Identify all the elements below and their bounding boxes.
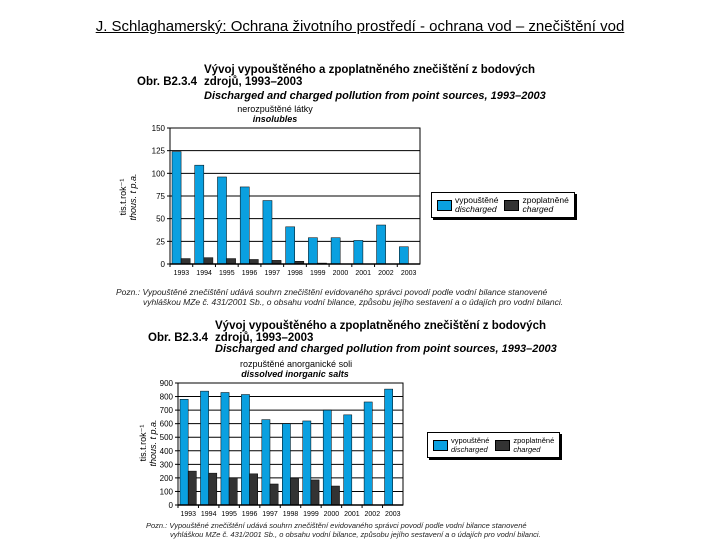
- x-tick-label: 1997: [264, 270, 281, 277]
- y-tick-label: 75: [156, 192, 165, 201]
- bar-charged: [229, 478, 237, 505]
- bar-discharged: [263, 201, 272, 264]
- y-tick-label: 100: [151, 169, 165, 179]
- bar-discharged: [286, 227, 295, 264]
- bar-charged: [181, 259, 190, 264]
- x-tick-label: 2003: [400, 270, 417, 277]
- bar-discharged: [217, 177, 226, 264]
- x-tick-label: 2001: [344, 511, 360, 518]
- y-tick-label: 600: [159, 419, 173, 429]
- subtitle-en: insolubles: [252, 114, 298, 124]
- bar-discharged: [195, 165, 204, 264]
- figure-number: Obr. B2.3.4: [137, 76, 198, 88]
- swatch-discharged: [433, 440, 448, 451]
- footnote-line: vyhláškou MZe č. 431/2001 Sb., o obsahu vodní bilance, způsobu jejího sestavení a o údajích pro vodní bilanci.: [143, 297, 564, 307]
- x-tick-label: 1993: [173, 270, 190, 277]
- ylabel-cz: tis.t.rok⁻¹: [118, 178, 128, 216]
- bar-discharged: [344, 415, 352, 505]
- bar-discharged: [200, 391, 208, 505]
- x-tick-label: 1995: [219, 270, 235, 277]
- legend-label: zpoplatněné: [513, 436, 555, 445]
- bar-charged: [331, 486, 339, 505]
- y-tick-label: 200: [159, 473, 173, 483]
- bar-discharged: [282, 424, 290, 505]
- x-tick-label: 1995: [221, 511, 237, 518]
- legend-item-discharged: [433, 436, 489, 454]
- x-tick-label: 2000: [332, 270, 349, 277]
- y-tick-label: 400: [159, 446, 173, 456]
- ylabel-cz: tis.t.rok⁻¹: [138, 424, 148, 462]
- bar-discharged: [364, 402, 372, 505]
- legend-item-charged: [504, 196, 568, 214]
- x-tick-label: 2002: [364, 511, 381, 518]
- x-tick-label: 1998: [282, 511, 299, 518]
- figure-title-en: Discharged and charged pollution from point sources, 1993–2003: [204, 90, 546, 102]
- bar-charged: [250, 474, 258, 505]
- footnote-1: [116, 287, 563, 307]
- bar-discharged: [377, 225, 386, 264]
- legend-label: vypouštěné: [451, 436, 490, 445]
- subtitle-cz: nerozpuštěné látky: [237, 104, 313, 114]
- y-tick-label: 800: [159, 392, 173, 402]
- y-tick-label: 125: [151, 146, 165, 156]
- bar-charged: [311, 480, 319, 505]
- x-tick-label: 1999: [309, 270, 326, 277]
- swatch-charged: [495, 440, 510, 451]
- bar-charged: [270, 484, 278, 505]
- slide-title: J. Schlaghamerský: Ochrana životního prostředí - ochrana vod – znečištění vod: [95, 18, 625, 35]
- bar-chart-insolubles: [140, 120, 430, 282]
- x-tick-label: 2003: [384, 511, 401, 518]
- bar-discharged: [240, 187, 249, 264]
- y-tick-label: 50: [156, 214, 165, 224]
- footnote-line: Pozn.: Vypouštěné znečištění udává souhrn znečištění evidovaného správci povodí podle vodní bilance stanovené: [116, 287, 548, 297]
- bar-discharged: [303, 421, 311, 505]
- footnote-2: [146, 521, 541, 539]
- ylabel-en: thous. t p.a.: [128, 173, 138, 221]
- legend-label-en: charged: [522, 204, 554, 214]
- y-tick-label: 150: [151, 124, 165, 133]
- y-tick-label: 0: [168, 501, 173, 510]
- bar-chart-dissolved-salts: [150, 376, 410, 520]
- bar-discharged: [221, 392, 229, 505]
- bar-charged: [227, 259, 236, 264]
- x-tick-label: 1994: [200, 511, 217, 518]
- subtitle-cz: rozpuštěné anorganické soli: [240, 359, 353, 369]
- x-tick-label: 1996: [241, 270, 258, 277]
- y-tick-label: 0: [160, 260, 165, 269]
- x-tick-label: 2000: [323, 511, 340, 518]
- legend-label: vypouštěné: [455, 195, 499, 205]
- swatch-charged: [504, 200, 519, 211]
- bar-discharged: [180, 399, 188, 505]
- subtitle-en: dissolved inorganic salts: [241, 369, 349, 379]
- bar-charged: [188, 471, 196, 505]
- bar-discharged: [241, 395, 249, 505]
- bar-charged: [209, 473, 217, 505]
- x-tick-label: 1993: [180, 511, 197, 518]
- figure-caption-2: [148, 320, 555, 344]
- bar-charged: [204, 258, 213, 264]
- y-tick-label: 25: [156, 237, 165, 247]
- legend-label-en: discharged: [455, 204, 497, 214]
- bar-discharged: [172, 152, 181, 264]
- legend-label-en: discharged: [451, 445, 488, 454]
- figure-caption-1: [137, 64, 574, 88]
- y-tick-label: 300: [159, 460, 173, 470]
- figure-title: Vývoj vypouštěného a zpoplatněného znečištění z bodových zdrojů, 1993–2003: [215, 320, 547, 344]
- x-tick-label: 1996: [241, 511, 258, 518]
- y-tick-label: 100: [159, 487, 173, 497]
- legend: [427, 432, 560, 458]
- x-tick-label: 2001: [355, 270, 371, 277]
- y-axis-label: [118, 162, 138, 232]
- figure-title: Vývoj vypouštěného a zpoplatněného znečištění z bodových zdrojů, 1993–2003: [204, 64, 536, 88]
- legend-item-charged: [495, 436, 554, 454]
- ylabel-en: thous. t p.a.: [148, 419, 158, 467]
- legend-label-en: charged: [513, 445, 541, 454]
- swatch-discharged: [437, 200, 452, 211]
- bar-discharged: [385, 389, 393, 505]
- x-tick-label: 1997: [262, 511, 278, 518]
- bar-discharged: [308, 238, 317, 264]
- y-tick-label: 900: [159, 379, 173, 388]
- legend-item-discharged: [437, 196, 498, 214]
- bar-discharged: [399, 247, 408, 264]
- footnote-line: vyhláškou MZe č. 431/2001 Sb., o obsahu vodní bilance, způsobu jejího sestavení a o údajích pro vodní bilanci.: [170, 530, 541, 539]
- legend-label: zpoplatněné: [522, 195, 569, 205]
- y-tick-label: 500: [159, 433, 173, 443]
- x-tick-label: 2002: [378, 270, 394, 277]
- x-tick-label: 1999: [303, 511, 319, 518]
- x-tick-label: 1998: [287, 270, 303, 277]
- bar-charged: [290, 479, 298, 505]
- bar-discharged: [331, 238, 340, 264]
- figure-title-en: Discharged and charged pollution from point sources, 1993–2003: [215, 343, 557, 355]
- figure-number: Obr. B2.3.4: [148, 332, 209, 344]
- legend: [431, 192, 575, 218]
- bar-discharged: [323, 410, 331, 505]
- bar-discharged: [354, 240, 363, 264]
- y-tick-label: 700: [159, 406, 173, 416]
- bar-discharged: [262, 420, 270, 505]
- footnote-line: Pozn.: Vypouštěné znečištění udává souhrn znečištění evidovaného správci povodí podle vodní bilance stanovené: [146, 521, 527, 530]
- x-tick-label: 1994: [196, 270, 212, 277]
